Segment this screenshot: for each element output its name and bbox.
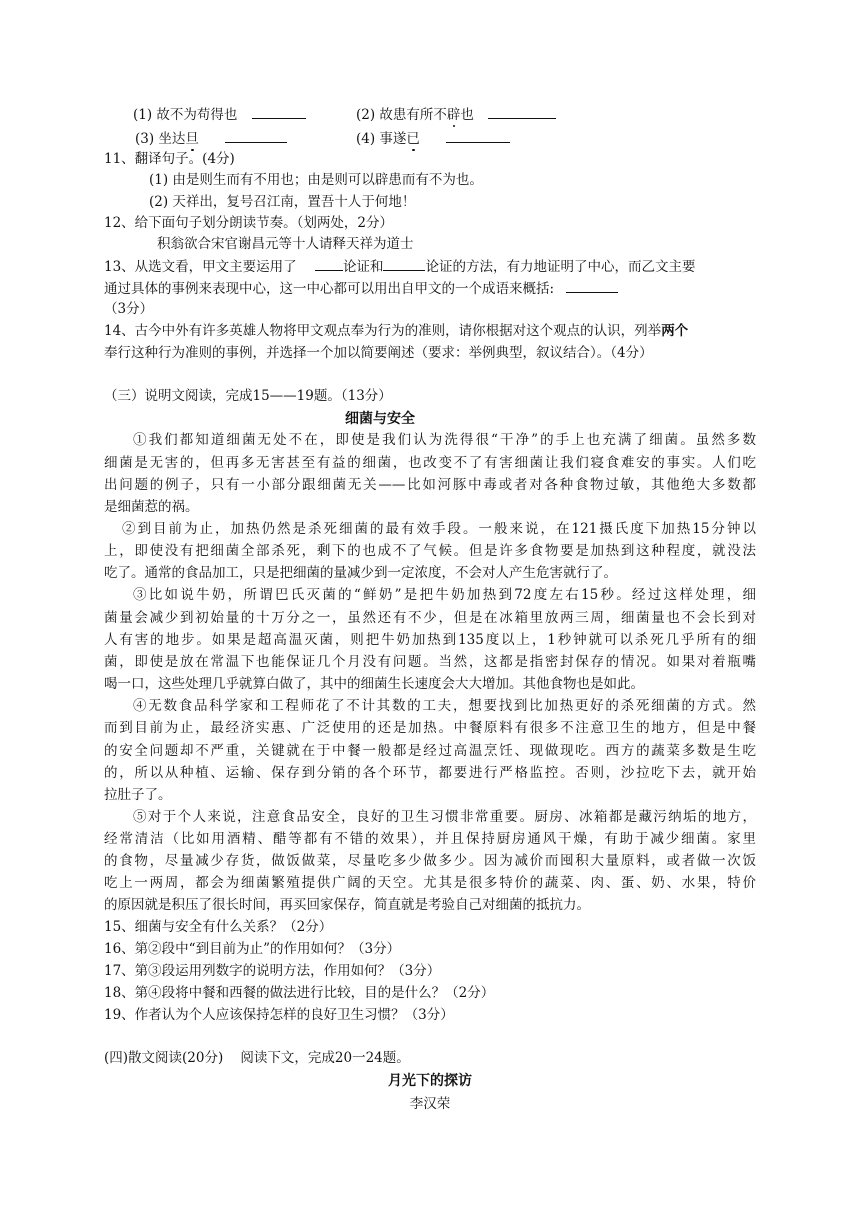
section4-heading: (四)散文阅读(20分) 阅读下文，完成20一24题。 — [104, 1050, 410, 1066]
question-16: 16、第②段中“到目前为止”的作用如何？（3分） — [104, 941, 401, 957]
question-19: 19、作者认为个人应该保持怎样的良好卫生习惯？（3分） — [104, 1007, 454, 1023]
q10-item-2: (2) 故患有所不辟也 — [356, 104, 556, 125]
answer-blank[interactable] — [488, 104, 556, 119]
section3-title: 细菌与安全 — [345, 411, 415, 427]
question-17: 17、第③段运用列数字的说明方法，作用如何？（3分） — [104, 963, 441, 979]
answer-blank[interactable] — [383, 256, 425, 271]
answer-blank[interactable] — [225, 128, 287, 143]
question-18: 18、第④段将中餐和西餐的做法进行比较，目的是什么？（2分） — [104, 985, 495, 1001]
section3-heading: （三）说明文阅读，完成15——19题。（13分） — [104, 388, 392, 404]
q11-sentence-1: (1) 由是则生而有不用也；由是则可以辟患而有不为也。 — [149, 172, 483, 188]
q12-stem: 12、给下面句子划分朗读节奏。（划两处，2分） — [104, 215, 394, 231]
answer-blank[interactable] — [252, 104, 306, 119]
q11-sentence-2: (2) 天祥出，复号召江南，置吾十人于何地！ — [149, 194, 416, 210]
q10-item-4: (4) 事遂已 — [356, 128, 510, 149]
q13-line-1: 13、从选文看，甲文主要运用了 论证和 论证的方法，有力地证明了中心，而乙文主要 — [104, 256, 695, 277]
q13-score: （3分） — [104, 301, 154, 317]
answer-blank[interactable] — [315, 256, 343, 271]
q10-item-1: (1) 故不为苟得也 — [133, 104, 306, 125]
q14-line-2: 奉行这种行为准则的事例，并选择一个加以简要阐述（要求：举例典型，叙议结合）。（4分） — [104, 345, 653, 361]
q14-line-1: 14、古今中外有许多英雄人物将甲文观点奉为行为的准则，请你根据对这个观点的认识，列举两个 — [104, 323, 689, 339]
q10-item-3: (3) 坐达旦 — [135, 128, 287, 149]
question-15: 15、细菌与安全有什么关系？（2分） — [104, 919, 333, 935]
q11-stem: 11、翻译句子。(4分) — [104, 151, 235, 167]
q12-sentence: 积翁欲合宋官谢昌元等十人请释天祥为道士 — [157, 236, 414, 252]
section4-title: 月光下的探访 — [388, 1073, 472, 1089]
answer-blank[interactable] — [566, 278, 618, 293]
q13-line-2: 通过具体的事例来表现中心，这一中心都可以用出自甲文的一个成语来概括: — [104, 278, 618, 299]
section4-author: 李汉荣 — [409, 1096, 451, 1112]
answer-blank[interactable] — [446, 128, 510, 143]
